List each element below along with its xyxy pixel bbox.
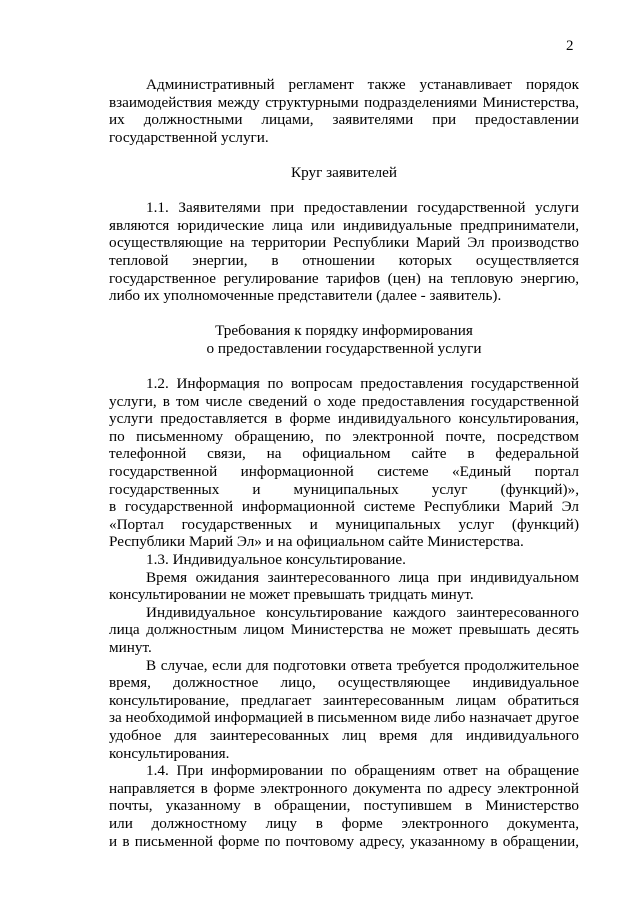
section-1-3: [109, 551, 579, 569]
text-line: тепловой энергии, в отношении которых осуществляется: [109, 251, 579, 269]
text-line: лица должностным лицом Министерства не может превышать десять: [109, 621, 579, 639]
text-line: консультирование, предлагает заинтересованным лицам обратиться: [109, 691, 579, 709]
text-line: минут.: [109, 639, 152, 656]
text-line: Республики Марий Эл» и на официальном сайте Министерства.: [109, 533, 524, 551]
text-line: 1.2. Информация по вопросам предоставления государственной: [146, 375, 579, 393]
text-line: консультирования.: [109, 744, 230, 762]
text-line: услуги предоставляется в форме индивидуального консультирования,: [109, 410, 579, 428]
document-body: [109, 76, 579, 850]
text-line: государственное регулирование тарифов (цен) на тепловую энергию,: [109, 269, 579, 287]
section-heading: о предоставлении государственной услуги: [206, 339, 482, 357]
text-line: почты, указанному в обращении, поступившем в Министерство: [109, 797, 579, 815]
heading-applicants: [109, 164, 579, 182]
text-line: за необходимой информацией в письменном виде либо назначает другое: [109, 709, 579, 727]
text-line: и в письменной форме по почтовому адресу, указанному в обращении,: [109, 832, 579, 850]
text-line: направляется в форме электронного документа по адресу электронной: [109, 779, 579, 797]
page-number: 2: [566, 38, 574, 54]
text-line: государственной информационной системе «Единый портал: [109, 463, 579, 481]
text-line: в государственной информационной системе Республики Марий Эл: [109, 498, 579, 516]
text-line: осуществляющие на территории Республики Марий Эл производство: [109, 234, 579, 252]
section-heading: Круг заявителей: [291, 163, 397, 181]
text-line: 1.1. Заявителями при предоставлении государственной услуги: [146, 199, 579, 217]
text-line: Время ожидания заинтересованного лица при индивидуальном: [146, 568, 579, 586]
text-line: являются юридические лица или индивидуальные предприниматели,: [109, 216, 579, 234]
text-line: по письменному обращению, по электронной почте, посредством: [109, 427, 579, 445]
spacer: [109, 182, 579, 200]
text-line: 1.3. Индивидуальное консультирование.: [146, 551, 406, 569]
spacer: [109, 358, 579, 376]
consult-time-paragraph: [109, 604, 579, 657]
text-line: 1.4. При информировании по обращениям ответ на обращение: [146, 762, 579, 780]
text-line: время, должностное лицо, осуществляющее индивидуальное: [109, 674, 579, 692]
long-prep-paragraph: [109, 657, 579, 763]
section-heading: Требования к порядку информирования: [215, 322, 473, 340]
text-line: государственных и муниципальных услуг (функций)»,: [109, 480, 579, 498]
text-line: государственной услуги.: [109, 128, 269, 146]
text-line: Индивидуальное консультирование каждого заинтересованного: [146, 603, 579, 621]
text-line: услуги, в том числе сведений о ходе предоставления государственной: [109, 392, 579, 410]
heading-info: [109, 322, 579, 357]
text-line: «Портал государственных и муниципальных услуг (функций): [109, 515, 579, 533]
spacer: [109, 146, 579, 164]
text-line: телефонной связи, на официальном сайте в федеральной: [109, 445, 579, 463]
section-1-1: [109, 199, 579, 305]
section-1-2: [109, 375, 579, 551]
text-line: В случае, если для подготовки ответа требуется продолжительное: [146, 656, 579, 674]
text-line: либо их уполномоченные представители (далее - заявитель).: [109, 287, 502, 305]
intro-paragraph: [109, 76, 579, 146]
text-line: Административный регламент также устанавливает порядок: [146, 76, 579, 93]
section-1-4: [109, 762, 579, 850]
text-line: взаимодействия между структурными подразделениями Министерства,: [109, 93, 579, 111]
spacer: [109, 305, 579, 323]
text-line: или должностному лицу в форме электронного документа,: [109, 814, 579, 832]
text-line: их должностными лицами, заявителями при предоставлении: [109, 111, 579, 129]
text-line: удобное для заинтересованных лиц время для индивидуального: [109, 726, 579, 744]
text-line: консультировании не может превышать тридцать минут.: [109, 586, 474, 604]
wait-time-paragraph: [109, 569, 579, 604]
